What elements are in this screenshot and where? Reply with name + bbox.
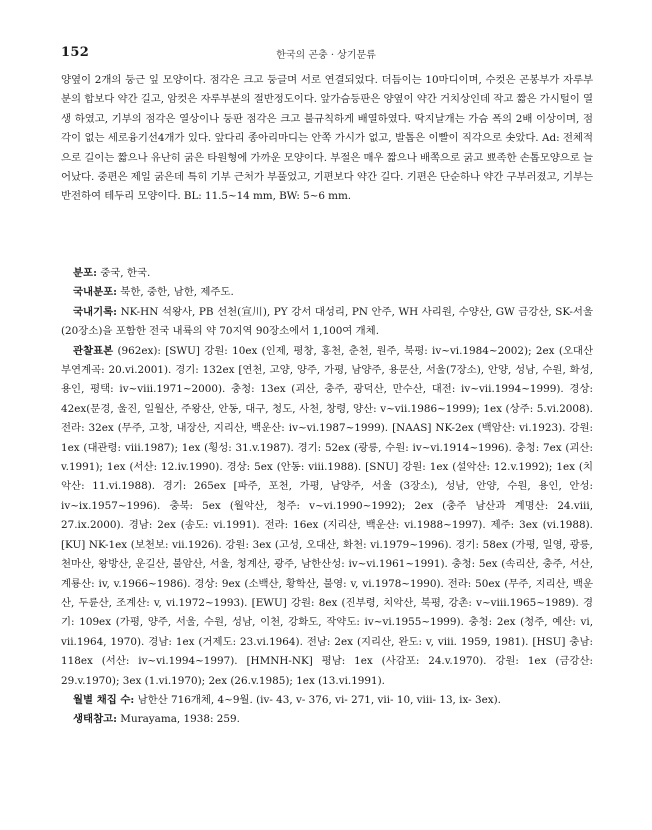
page-number: 152 (61, 45, 90, 60)
domestic-records-label: 국내기록: (73, 305, 117, 318)
specimens-entry (61, 342, 593, 691)
domestic-distribution-text: 북한, 중한, 남한, 제주도. (117, 286, 234, 299)
monthly-label: 월별 채집 수: (73, 693, 135, 706)
distribution-label: 분포: (73, 267, 97, 279)
records-section (61, 264, 593, 730)
distribution-entry (61, 264, 593, 283)
specimens-label: 관찰표본 (73, 344, 114, 357)
specimens-text: (962ex): [SWU] 강원: 10ex (인제, 평창, 홍천, 춘천, 원주, 북평: iv~vi.1984~2002); 2ex (오대산 부연계곡: 20.vi.2001). 경기: 132ex [연천, 고양, 양주, 가평, 남양주, 용문산, 서울(7장소), 안양, 성남, 수원, 화성, 용인, 평택: iv~viii.1971~2000). 충청: 13ex (괴산, 충주, 광덕산, 만수산, 대전: iv~vii.1994~1999). 경상: 42ex(문경, 울진, 일월산, 주왕산, 안동, 대구, 청도, 사천, 창령, 양산: v~vii.1986~1999); 1ex (상주: 5.vi.2008). 전라: 32ex (무주, 고창, 내장산, 지리산, 백운산: iv~vi.1987~1999). [NAAS] NK-2ex (백암산: vi.1923). 강원: 1ex (대관령: viii.1987); 1ex (횡성: 31.v.1987). 경기: 52ex (광릉, 수원: iv~vi.1914~1996). 충청: 7ex (괴산: v.1991); 1ex (서산: 12.iv.1990). 경상: 5ex (안동: viii.1988). [SNU] 강원: 1ex (설악산: 12.v.1992); 1ex (치악산: 11.vi.1988). 경기: 265ex [파주, 포천, 가평, 남양주, 서울 (3장소), 성남, 안양, 수원, 용인, 안성: iv~ix.1957~1996). 충북: 5ex (월악산, 청주: v~vi.1990~1992); 2ex (충주 남산과 계명산: 24.viii, 27.ix.2000). 경남: 2ex (송도: vi.1991). 전라: 16ex (지리산, 백운산: vi.1988~1997). 제주: 3ex (vi.1988). [KU] NK-1ex (보천보: vii.1926). 강원: 3ex (고성, 오대산, 화천: vi.1979~1996). 경기: 58ex (가평, 일영, 광릉, 천마산, 왕방산, 운길산, 불암산, 서울, 청계산, 광주, 남한산성: iv~vi.1961~1991). 충청: 5ex (속리산, 충주, 서산, 계룡산: iv, v.1966~1986). 경상: 9ex (소백산, 황학산, 불영: v, vi.1978~1990). 전라: 50ex (무주, 지리산, 백운산, 두륜산, 조계산: v, vi.1972~1993). [EWU] 강원: 8ex (진부령, 치악산, 북평, 강촌: v~viii.1965~1989). 경기: 109ex (가평, 양주, 서울, 수원, 성남, 이천, 강화도, 작약도: iv~vi.1955~1999). 충청: 2ex (청주, 예산: vi, vii.1964, 1970). 경남: 1ex (거제도: 23.vi.1964). 전남: 2ex (지리산, 완도: v, viii. 1959, 1981). [HSU] 충남: 118ex (서산: iv~vi.1994~1997). [HMNH-NK] 평남: 1ex (사감포: 24.v.1970). 강원: 1ex (금강산: 29.v.1970); 3ex (1.vi.1970); 2ex (26.v.1985); 1ex (13.vi.1991). (61, 344, 593, 687)
monthly-entry (61, 691, 593, 710)
ecology-label: 생태참고: (73, 713, 117, 726)
domestic-records-text: NK-HN 석왕사, PB 선천(宣川), PY 강서 대성리, PN 안주, WH 사리원, 수양산, GW 금강산, SK-서울(20장소)을 포함한 전국 내륙의 약 70지역 90장소에서 1,100여 개체. (61, 305, 593, 338)
monthly-text: 남한산 716개체, 4~9월. (iv- 43, v- 376, vi- 271, vii- 10, viii- 13, ix- 3ex). (134, 693, 501, 706)
domestic-records-entry (61, 303, 593, 342)
domestic-distribution-label: 국내분포: (73, 286, 117, 299)
description-paragraph: 양옆이 2개의 둥근 잎 모양이다. 점각은 크고 둥글며 서로 연결되었다. 더듬이는 10마디이며, 수컷은 곤봉부가 자루부분의 합보다 약간 길고, 암컷은 자루부분의 절반정도이다. 앞가슴등판은 양옆이 약간 거치상인데 작고 짧은 가시털이 열생 하였고, 기부의 점각은 열상이나 둥판 점각은 크고 불규칙하게 배열하였다. 딱지날개는 가슴 폭의 2배 이상이며, 점각이 없는 세로융기선4개가 있다. 앞다리 종아리마디는 안쪽 가시가 없고, 발톱은 이빨이 직각으로 솟았다. Ad: 전체적으로 길이는 짧으나 유난히 굵은 타원형에 가까운 모양이다. 부절은 매우 짧으나 배쪽으로 굵고 뾰족한 손톱모양으로 늘어났다. 중편은 제일 굵은데 특히 기부 근처가 부풀었고, 기편보다 약간 길다. 기편은 단순하나 약간 구부러졌고, 기부는 반전하여 테두리 모양이다. BL: 11.5~14 mm, BW: 5~6 mm. (61, 74, 593, 203)
distribution-text: 중국, 한국. (96, 267, 151, 279)
ecology-text: Murayama, 1938: 259. (117, 713, 240, 726)
running-title: 한국의 곤충 · 상기문류 (276, 50, 376, 61)
domestic-distribution-entry (61, 283, 593, 302)
ecology-entry (61, 710, 593, 729)
